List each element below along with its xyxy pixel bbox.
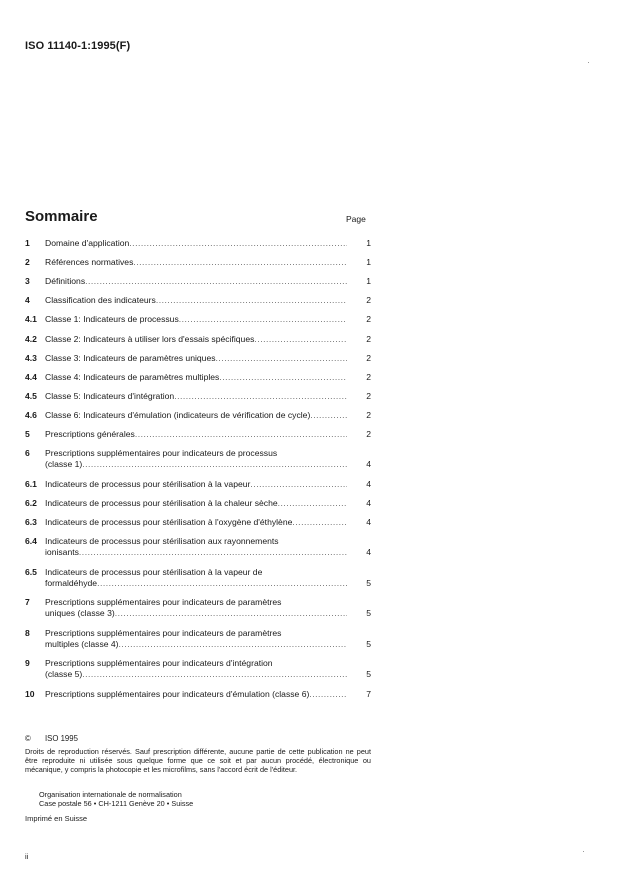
toc-entry-number: 6 [25,448,30,459]
toc-entry-number: 4.2 [25,333,37,344]
toc-entry-number: 1 [25,238,30,248]
dot-leader [115,608,347,619]
toc-entry-title: (classe 1) [45,459,83,470]
toc-entry-number: 10 [25,689,35,699]
dot-leader [85,276,347,287]
toc-entry-page: 2 [366,371,371,382]
toc-entry-title: Classe 2: Indicateurs à utiliser lors d'essais spécifiques [45,333,255,344]
toc-entry-page: 5 [366,669,371,680]
toc-entry [25,238,371,249]
page-column-label: Page [346,214,366,224]
toc-entry [25,429,371,440]
dot-leader [133,257,347,268]
toc-entry-title: Classe 4: Indicateurs de paramètres multiples [45,371,220,382]
toc-entry [25,334,371,345]
toc-entry-number: 6.2 [25,497,37,508]
toc-entry-page: 2 [366,333,371,344]
toc-entry-title: (classe 5) [45,669,83,680]
dot-leader [135,429,347,440]
toc-entry-title: Indicateurs de processus pour stérilisation à la vapeur de [45,566,263,577]
toc-entry-title: Classe 1: Indicateurs de processus [45,314,179,325]
dot-leader [97,578,347,589]
toc-entry-number: 7 [25,597,30,608]
toc-entry [25,391,371,402]
toc-entry-title: Définitions [45,276,86,287]
dot-leader [250,479,347,490]
copyright-notice [25,734,78,743]
organization-block [39,790,193,808]
toc-entry-number: 4 [25,295,30,306]
toc-entry-title: Prescriptions supplémentaires pour indicateurs de processus [45,448,278,459]
toc-entry-page: 4 [366,459,371,470]
dot-leader [129,238,347,249]
dot-leader [292,517,347,528]
toc-entry-title: Indicateurs de processus pour stérilisation à la chaleur sèche [45,497,278,508]
dot-leader [254,334,347,345]
copyright-text: ISO 1995 [45,734,78,743]
toc-entry-number: 6.1 [25,478,37,489]
toc-entry-title: Classe 6: Indicateurs d'émulation (indicateurs de vérification de cycle) [45,409,311,420]
toc-entry-page: 4 [366,497,371,508]
page-number: ii [25,852,29,861]
toc-entry-title: Classe 3: Indicateurs de paramètres uniques [45,352,216,363]
toc-entry-number: 4.1 [25,314,37,325]
toc-entry-title: uniques (classe 3) [45,608,115,619]
toc-entry [25,517,371,528]
dot-leader [216,353,347,364]
toc-entry [25,276,371,287]
dot-leader [174,391,347,402]
printed-in: Imprimé en Suisse [25,814,88,823]
organization-name: Organisation internationale de normalisation [39,790,182,799]
toc-entry [25,628,371,650]
toc-entry-number: 8 [25,627,30,638]
toc-entry-page: 4 [366,478,371,489]
toc-entry [25,536,371,558]
toc-entry-number: 4.4 [25,371,37,382]
toc-entry-title: Prescriptions supplémentaires pour indicateurs d'intégration [45,658,273,669]
toc-entry-page: 2 [366,429,371,439]
toc-entry [25,567,371,589]
document-id: ISO 11140-1:1995(F) [25,40,131,52]
dot-leader [278,498,347,509]
toc-entry-title: Prescriptions générales [45,429,135,439]
toc-entry-number: 4.6 [25,409,37,420]
toc-entry [25,448,371,470]
dot-leader [309,689,347,700]
toc-entry-title: Classe 5: Indicateurs d'intégration [45,390,175,401]
toc-entry-number: 2 [25,257,30,268]
toc-entry-number: 6.5 [25,566,37,577]
toc-entry-number: 5 [25,429,30,439]
dot-leader [219,372,347,383]
dot-leader [82,669,347,680]
toc-entry-title: formaldéhyde [45,577,98,588]
toc-entry-number: 3 [25,276,30,287]
toc-entry-page: 1 [366,257,371,268]
toc-entry-page: 1 [366,276,371,287]
toc-entry [25,479,371,490]
toc-entry-page: 5 [366,638,371,649]
toc-entry-number: 6.4 [25,536,37,546]
toc-entry-page: 2 [366,352,371,363]
dot-leader [79,547,347,558]
copyright-symbol: © [25,734,31,743]
toc-entry-title: multiples (classe 4) [45,638,119,649]
toc-entry-page: 5 [366,577,371,588]
toc-entry-number: 4.3 [25,352,37,363]
toc-entry [25,689,371,700]
scan-speck [588,62,589,63]
toc-entry-page: 2 [366,314,371,325]
dot-leader [156,295,347,306]
toc-entry-title: Prescriptions supplémentaires pour indicateurs d'émulation (classe 6) [45,689,310,699]
rights-statement: Droits de reproduction réservés. Sauf prescription différente, aucune partie de cette publication ne peut être reproduite ni utilisée sous quelque forme que ce soit et par aucun procédé, électronique ou mécanique, y compris la photocopie et les microfilms, sans l'accord écrit de l'éditeur. [25,747,371,774]
toc-entry-number: 6.3 [25,516,37,527]
scan-speck [583,851,584,852]
dot-leader [119,639,347,650]
toc-entry [25,410,371,421]
toc-entry [25,597,371,619]
toc-entry-number: 9 [25,658,30,669]
dot-leader [310,410,347,421]
contents-title: Sommaire [25,208,98,225]
toc-entry-title: Domaine d'application [45,238,130,248]
toc-entry-title: Classification des indicateurs [45,295,156,306]
toc-entry [25,314,371,325]
toc-entry-page: 1 [366,238,371,248]
organization-address: Case postale 56 • CH-1211 Genève 20 • Suisse [39,799,194,808]
toc-entry-title: Indicateurs de processus pour stérilisation aux rayonnements [45,536,279,546]
toc-entry-number: 4.5 [25,390,37,401]
toc-entry-title: Prescriptions supplémentaires pour indicateurs de paramètres [45,597,282,608]
toc-entry [25,295,371,306]
toc-entry-page: 4 [366,547,371,557]
toc-entry-title: ionisants [45,547,79,557]
toc-entry-title: Références normatives [45,257,134,268]
toc-entry-title: Indicateurs de processus pour stérilisation à l'oxygène d'éthylène [45,516,293,527]
dot-leader [179,314,347,325]
toc-entry-page: 4 [366,516,371,527]
toc-entry-page: 7 [366,689,371,699]
toc-entry [25,257,371,268]
dot-leader [82,459,347,470]
toc-entry [25,372,371,383]
toc-entry-page: 2 [366,295,371,306]
toc-entry-title: Prescriptions supplémentaires pour indicateurs de paramètres [45,627,282,638]
toc-entry-title: Indicateurs de processus pour stérilisation à la vapeur [45,478,251,489]
toc-entry-page: 2 [366,390,371,401]
toc-entry [25,353,371,364]
toc-entry [25,498,371,509]
toc-entry-page: 2 [366,409,371,420]
toc-entry-page: 5 [366,608,371,619]
toc-entry [25,658,371,680]
